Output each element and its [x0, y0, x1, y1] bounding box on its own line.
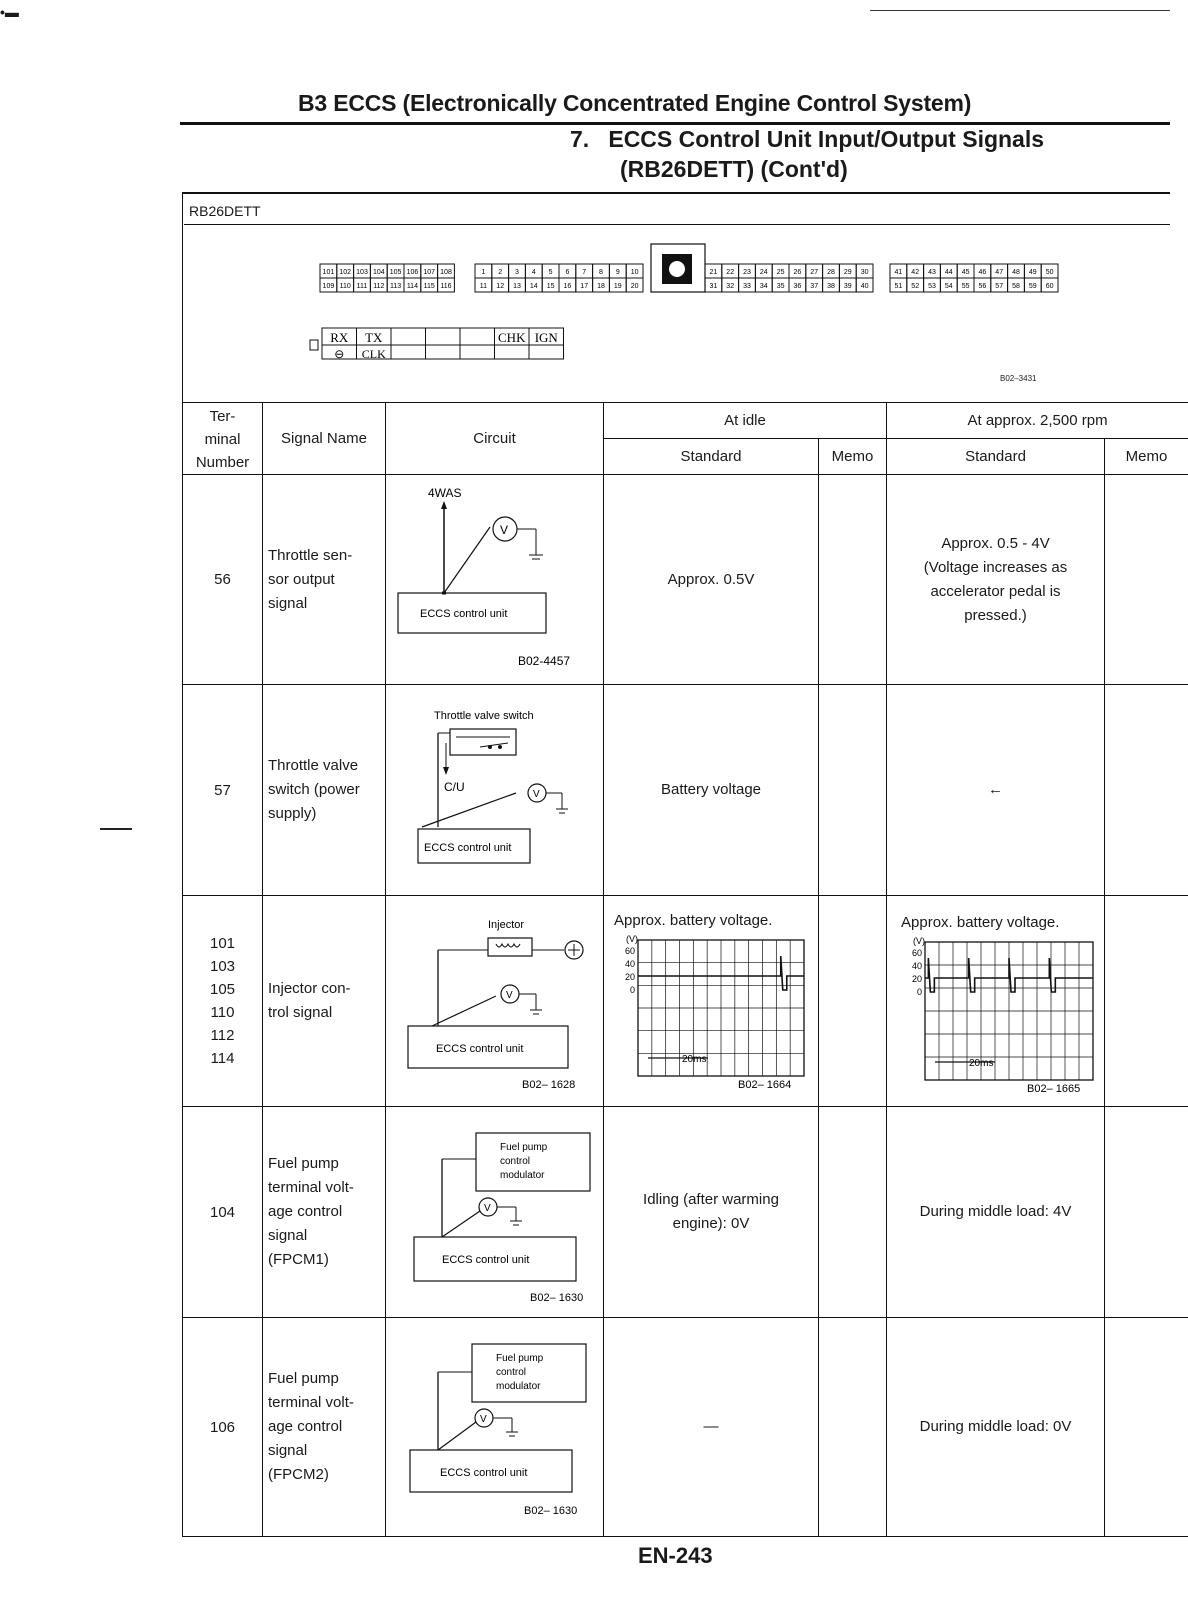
pin-label: 114	[406, 283, 418, 290]
rpm-standard: ←	[887, 685, 1105, 896]
corner-mark: •▬	[0, 4, 19, 20]
scope-tick: 60	[912, 948, 923, 958]
switch-box	[450, 729, 516, 755]
pin-label: 113	[390, 283, 402, 290]
diag-cell	[529, 345, 564, 359]
diag-cell	[460, 345, 495, 359]
margin-change-bar	[100, 828, 132, 830]
pin-label: 55	[961, 283, 970, 290]
pin-label: 21	[709, 269, 718, 276]
pin-label: 50	[1045, 269, 1054, 276]
fpcm2-circuit	[386, 1318, 604, 1532]
rpm-standard: During middle load: 4V	[887, 1107, 1105, 1318]
terminal-number: 57	[183, 685, 263, 896]
pin-label: 54	[944, 283, 953, 290]
circuit-cell	[386, 1107, 604, 1318]
throttle-valve-switch-circuit	[386, 685, 604, 891]
section-title-line1: 7. ECCS Control Unit Input/Output Signals	[570, 126, 1045, 152]
pin-label: 48	[1012, 269, 1020, 276]
diag-label: IGN	[534, 330, 558, 345]
circuit-code: B02– 1630	[524, 1505, 578, 1517]
section-title-line2: (RB26DETT) (Cont'd)	[620, 156, 848, 182]
pin-label: 112	[373, 283, 385, 290]
idle-memo	[819, 685, 887, 896]
pin-label: 41	[894, 269, 903, 276]
idle-memo	[819, 896, 887, 1107]
pin-label: 26	[793, 269, 802, 276]
pin-label: 108	[440, 269, 452, 276]
pin-label: 31	[709, 283, 718, 290]
svg-text:V: V	[533, 789, 540, 800]
circuit-code: B02– 1630	[530, 1292, 584, 1304]
pin-label: 56	[978, 283, 987, 290]
ecu-label: ECCS control unit	[420, 608, 508, 620]
idle-standard: Idling (after warming engine): 0V	[604, 1107, 819, 1318]
rpm-memo	[1105, 1318, 1188, 1537]
pin-label: 36	[793, 283, 802, 290]
table-row-injector	[183, 896, 1188, 1107]
diag-label: RX	[330, 330, 349, 345]
circuit-code: B02-4457	[518, 654, 571, 668]
header-rpm-memo: Memo	[1105, 439, 1188, 475]
pin-label: 115	[423, 283, 435, 290]
rpm-memo	[1105, 475, 1188, 685]
pin-label: 51	[894, 283, 903, 290]
header-at-idle: At idle	[604, 403, 887, 439]
pin-label: 102	[339, 269, 352, 276]
top-rule-decoration	[870, 10, 1170, 11]
pin-label: 44	[944, 269, 953, 276]
scope-tick: 0	[917, 987, 923, 997]
document-title: B3 ECCS (Electronically Concentrated Engine Control System)	[298, 90, 972, 116]
scope-time-div: 20ms	[969, 1058, 994, 1069]
terminal-number: 101 103 105 110 112 114	[183, 896, 263, 1107]
signals-table	[182, 402, 1188, 1537]
signal-name: Fuel pump terminal volt- age control signal (FPCM2)	[263, 1318, 386, 1537]
pin-label: 33	[743, 283, 751, 290]
ecu-label: ECCS control unit	[424, 842, 512, 854]
circuit-mid-label: C/U	[444, 780, 465, 794]
pin-label: 34	[759, 283, 768, 290]
pin-label: 39	[843, 283, 852, 290]
pin-label: 37	[810, 283, 819, 290]
pin-label: 3	[515, 269, 519, 276]
pin-label: 101	[322, 269, 335, 276]
pin-label: 6	[565, 269, 570, 276]
pin-label: 5	[548, 269, 553, 276]
scope-unit: (V)	[913, 936, 926, 946]
pin-label: 104	[372, 269, 385, 276]
circuit-top-label: Injector	[488, 919, 525, 931]
svg-text:V: V	[484, 1203, 491, 1214]
pin-label: 47	[995, 269, 1004, 276]
pin-label: 105	[389, 269, 402, 276]
idle-standard: —	[604, 1318, 819, 1537]
scope-tick: 0	[629, 985, 635, 995]
idle-memo	[819, 1318, 887, 1537]
scope-code: B02– 1664	[738, 1079, 792, 1091]
pin-label: 18	[597, 283, 605, 290]
rpm-waveform-caption: Approx. battery voltage.	[901, 914, 1060, 931]
circuit-top-label: Throttle valve switch	[434, 710, 534, 722]
pin-label: 110	[339, 283, 351, 290]
pin-label: 7	[582, 269, 587, 276]
circuit-cell	[386, 896, 604, 1107]
rpm-memo	[1105, 896, 1188, 1107]
diagnosis-connector	[322, 328, 564, 361]
pin-label: 29	[843, 269, 852, 276]
svg-text:V: V	[480, 1414, 487, 1425]
pin-label: 11	[479, 283, 488, 290]
svg-text:V: V	[506, 990, 513, 1001]
scope-tick: 20	[624, 972, 635, 982]
scope-unit: (V)	[626, 934, 638, 944]
pin-label: 107	[423, 269, 436, 276]
diag-cell	[391, 345, 426, 359]
terminal-number: 56	[183, 475, 263, 685]
circuit-code: B02– 1628	[522, 1079, 576, 1091]
header-rpm-standard: Standard	[887, 439, 1105, 475]
pin-label: 111	[356, 283, 368, 290]
idle-waveform-cell	[604, 896, 819, 1107]
pin-label: 38	[827, 283, 835, 290]
pin-label: 35	[776, 283, 785, 290]
table-row-56	[183, 475, 1188, 685]
pin-label: 49	[1028, 269, 1037, 276]
diag-label: TX	[365, 330, 383, 345]
pin-label: 17	[580, 283, 589, 290]
pin-label: 27	[810, 269, 819, 276]
pin-label: 10	[630, 269, 639, 276]
pin-label: 8	[599, 269, 603, 276]
pin-label: 2	[498, 269, 503, 276]
diag-label: CLK	[361, 347, 386, 361]
pin-label: 45	[961, 269, 970, 276]
pin-label: 1	[481, 269, 486, 276]
signal-name: Fuel pump terminal volt- age control signal (FPCM1)	[263, 1107, 386, 1318]
pin-label: 109	[322, 283, 335, 290]
table-row-104	[183, 1107, 1188, 1318]
circuit-top-label: 4WAS	[428, 486, 462, 500]
pin-label: 19	[613, 283, 622, 290]
scope-tick: 60	[624, 946, 635, 956]
pin-label: 9	[615, 269, 620, 276]
pin-label: 116	[440, 283, 452, 290]
scope-tick: 40	[624, 959, 635, 969]
scope-time-div: 20ms	[682, 1054, 707, 1065]
pin-label: 25	[776, 269, 785, 276]
diag-cell	[426, 328, 461, 345]
idle-waveform	[604, 898, 819, 1104]
engine-label: RB26DETT	[189, 203, 261, 219]
header-idle-standard: Standard	[604, 439, 819, 475]
idle-waveform-caption: Approx. battery voltage.	[614, 912, 773, 929]
table-row-106	[183, 1318, 1188, 1537]
rpm-memo	[1105, 1107, 1188, 1318]
pin-label: 13	[513, 283, 521, 290]
header-terminal: Ter- minal Number	[183, 403, 263, 475]
svg-text:Fuel pumpcontrolmodulator: Fuel pump control modulator	[500, 1142, 548, 1181]
terminal-number: 104	[183, 1107, 263, 1318]
pin-label: 53	[928, 283, 936, 290]
rpm-standard: During middle load: 0V	[887, 1318, 1105, 1537]
pin-label: 103	[356, 269, 368, 276]
pin-label: 43	[928, 269, 936, 276]
pin-label: 28	[827, 269, 835, 276]
pin-label: 57	[995, 283, 1004, 290]
pin-label: 24	[759, 269, 768, 276]
pin-label: 4	[531, 269, 536, 276]
svg-text:V: V	[500, 523, 509, 537]
pin-label: 59	[1028, 283, 1037, 290]
connector-figure-code: B02–3431	[1000, 374, 1037, 383]
signal-name: Throttle valve switch (power supply)	[263, 685, 386, 896]
diagnosis-connector-tab	[310, 340, 318, 350]
ecu-label: ECCS control unit	[440, 1467, 528, 1479]
pin-label: 46	[978, 269, 987, 276]
scope-code: B02– 1665	[1027, 1083, 1081, 1095]
ecu-label: ECCS control unit	[436, 1043, 524, 1055]
pin-label: 23	[743, 269, 751, 276]
connector-figure-header-rule	[184, 224, 1170, 225]
diag-label: CHK	[498, 330, 526, 345]
idle-memo	[819, 475, 887, 685]
connector-lock-hole	[669, 261, 685, 277]
signal-name: Throttle sen- sor output signal	[263, 475, 386, 685]
connector-diagram	[300, 236, 1090, 366]
pin-label: 16	[563, 283, 572, 290]
pin-label: 32	[726, 283, 735, 290]
pin-label: 40	[860, 283, 869, 290]
diag-label: ⊖	[334, 347, 345, 361]
pin-label: 12	[496, 283, 505, 290]
scope-tick: 40	[912, 961, 923, 971]
svg-text:Fuel pumpcontrolmodulator: Fuel pump control modulator	[496, 1353, 544, 1392]
throttle-sensor-circuit	[386, 475, 604, 680]
circuit-cell	[386, 1318, 604, 1537]
idle-standard: Approx. 0.5V	[604, 475, 819, 685]
idle-memo	[819, 1107, 887, 1318]
header-at-2500rpm: At approx. 2,500 rpm	[887, 403, 1188, 439]
diag-cell	[426, 345, 461, 359]
header-circuit: Circuit	[386, 403, 604, 475]
injector-circuit	[386, 896, 604, 1102]
table-row-57	[183, 685, 1188, 896]
pin-label: 20	[630, 283, 639, 290]
pin-label: 14	[529, 283, 538, 290]
page-number: EN-243	[638, 1543, 713, 1568]
pin-label: 106	[406, 269, 419, 276]
circuit-cell	[386, 685, 604, 896]
pin-label: 58	[1012, 283, 1020, 290]
signal-name: Injector con- trol signal	[263, 896, 386, 1107]
pin-label: 52	[911, 283, 920, 290]
rpm-waveform-cell	[887, 896, 1105, 1107]
pin-label: 15	[546, 283, 555, 290]
pin-label: 42	[911, 269, 920, 276]
header-idle-memo: Memo	[819, 439, 887, 475]
rpm-memo	[1105, 685, 1188, 896]
scope-tick: 20	[912, 974, 923, 984]
diag-cell	[460, 328, 495, 345]
fpcm1-circuit	[386, 1107, 604, 1313]
ecu-label: ECCS control unit	[442, 1254, 530, 1266]
terminal-number: 106	[183, 1318, 263, 1537]
diag-cell	[495, 345, 530, 359]
header-signal-name: Signal Name	[263, 403, 386, 475]
pin-label: 30	[860, 269, 869, 276]
pin-label: 22	[726, 269, 735, 276]
circuit-cell	[386, 475, 604, 685]
title-rule	[180, 122, 1170, 125]
pin-label: 60	[1045, 283, 1054, 290]
diag-cell	[391, 328, 426, 345]
rpm-standard: Approx. 0.5 - 4V (Voltage increases as accelerator pedal is pressed.)	[887, 475, 1105, 685]
idle-standard: Battery voltage	[604, 685, 819, 896]
rpm-waveform	[887, 898, 1105, 1104]
